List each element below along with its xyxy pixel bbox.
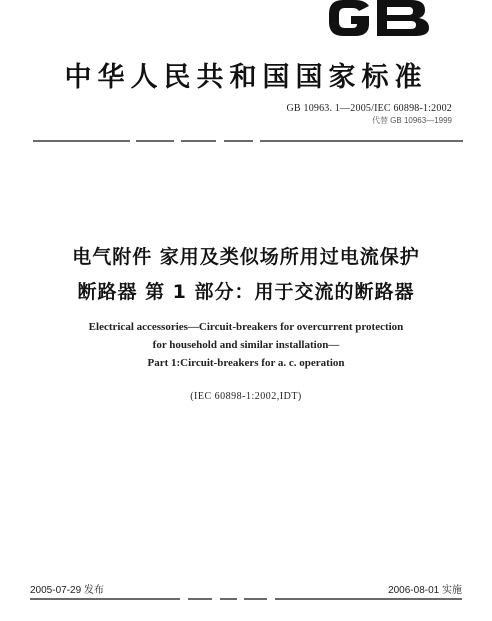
- gb-logo-text: GB: [325, 0, 327, 1]
- issue-date: 2005-07-29 发布: [30, 585, 104, 596]
- header-rule: [33, 140, 463, 142]
- footer-rule: [30, 598, 462, 600]
- iec-equivalence: (IEC 60898-1:2002,IDT): [190, 391, 302, 402]
- chinese-title-line-2: 断路器 第 1 部分：用于交流的断路器: [77, 281, 415, 303]
- chinese-title-line-1: 电气附件 家用及类似场所用过电流保护: [72, 246, 420, 268]
- standard-number: GB 10963. 1—2005/IEC 60898-1:2002: [286, 103, 452, 114]
- national-standard-title: 中华人民共和国国家标准: [64, 62, 428, 93]
- english-title-line-2: for household and similar installation—: [152, 339, 340, 351]
- english-title-line-3: Part 1:Circuit-breakers for a. c. operation: [147, 357, 345, 369]
- gb-logo: [325, 0, 435, 38]
- replaces-note: 代替 GB 10963—1999: [371, 116, 452, 125]
- english-title-line-1: Electrical accessories—Circuit-breakers for overcurrent protection: [88, 321, 404, 333]
- implementation-date: 2006-08-01 实施: [388, 585, 462, 596]
